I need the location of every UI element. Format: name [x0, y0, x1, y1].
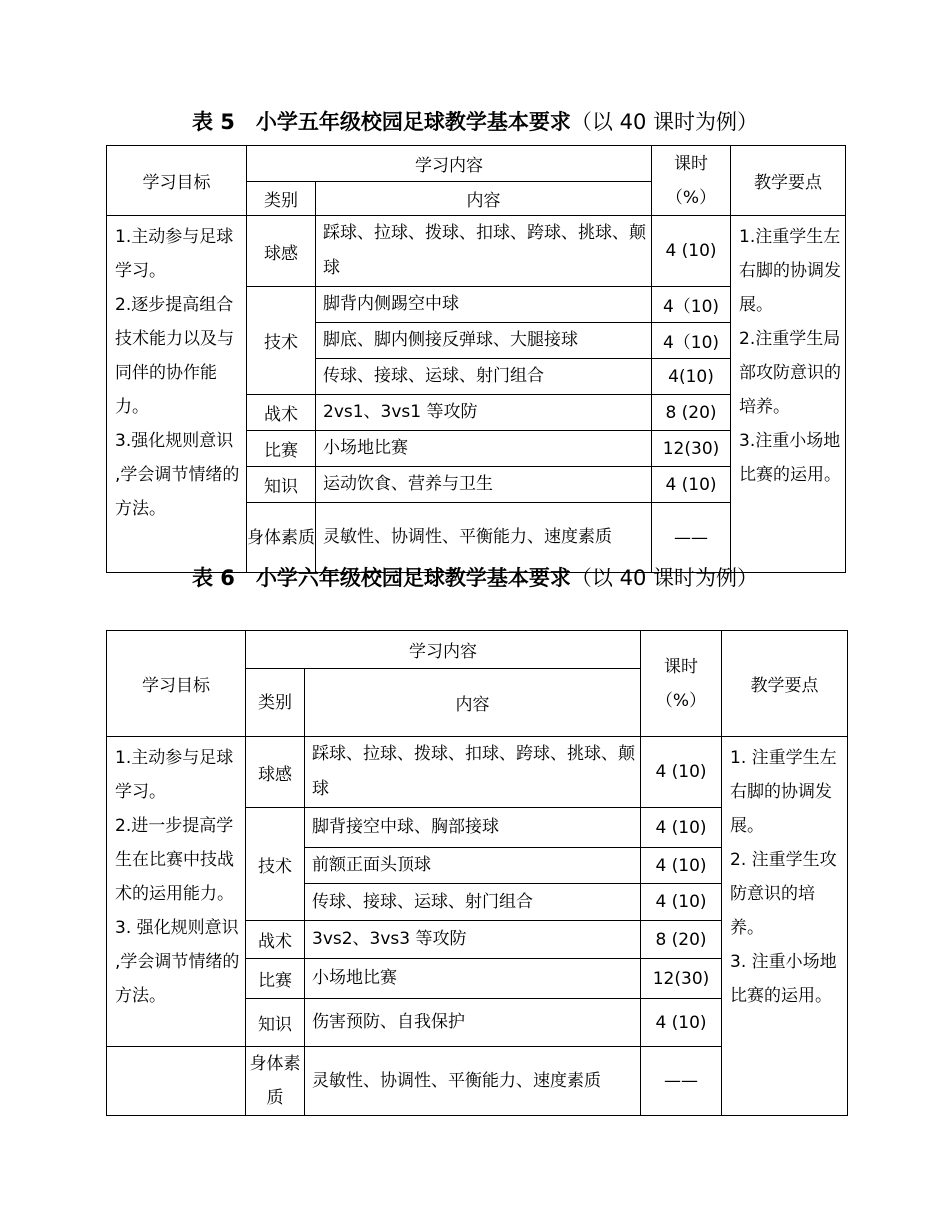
- table5-category: 比赛: [247, 431, 316, 467]
- table5-goal-3: 3.强化规则意识 ,学会调节情绪的方法。: [115, 431, 240, 519]
- table6-content: 灵敏性、协调性、平衡能力、速度素质: [305, 1047, 641, 1116]
- table6-category: 战术: [246, 921, 305, 959]
- table5-header-content: 内容: [316, 182, 652, 216]
- table6-header-hours: [641, 631, 722, 737]
- table6-header-content-group: 学习内容: [246, 631, 641, 669]
- table6-content: 3vs2、3vs3 等攻防: [305, 921, 641, 959]
- table6-content: 小场地比赛: [305, 959, 641, 999]
- table5-points: [731, 216, 846, 573]
- table5-title: [0, 108, 950, 136]
- table6-title-main: 表 6 小学六年级校园足球教学基本要求: [192, 566, 571, 590]
- table6-goal-3: 3. 强化规则意识 ,学会调节情绪的方法。: [115, 918, 240, 1006]
- table6-content: 伤害预防、自我保护: [305, 999, 641, 1047]
- table6-hours: 12(30): [641, 959, 722, 999]
- table5-header-hours: [652, 146, 731, 216]
- table5-content: 2vs1、3vs1 等攻防: [316, 395, 652, 431]
- table5-header-goal: 学习目标: [107, 146, 247, 216]
- table6-content: 踩球、拉球、拨球、扣球、跨球、挑球、颠球: [305, 737, 641, 808]
- table5-category: 球感: [247, 216, 316, 287]
- table5-point-3: 3.注重小场地比赛的运用。: [739, 431, 841, 485]
- table6: [106, 630, 848, 1116]
- table5-category: 知识: [247, 467, 316, 503]
- table5-content: 脚背内侧踢空中球: [316, 287, 652, 323]
- table5-point-2: 2.注重学生局部攻防意识的培养。: [739, 329, 841, 417]
- table6-title: [0, 564, 950, 592]
- table6-hours: 4 (10): [641, 999, 722, 1047]
- table6-hours: 4 (10): [641, 884, 722, 921]
- table6-header-category: 类别: [246, 669, 305, 737]
- table5-hours: 4（10): [652, 287, 731, 323]
- table6-content: 前额正面头顶球: [305, 848, 641, 884]
- table6-header-hours-line1: 课时: [664, 656, 698, 677]
- table5-category: 技术: [247, 287, 316, 395]
- table5-header-category: 类别: [247, 182, 316, 216]
- table5-header-content-group: 学习内容: [247, 146, 652, 182]
- table5-content: 灵敏性、协调性、平衡能力、速度素质: [316, 503, 652, 573]
- table6-header-goal: 学习目标: [107, 631, 246, 737]
- table5-goals: [107, 216, 247, 573]
- table5-category: 战术: [247, 395, 316, 431]
- table5-content: 踩球、拉球、拨球、扣球、跨球、挑球、颠球: [316, 216, 652, 287]
- table6-point-3: 3. 注重小场地比赛的运用。: [730, 952, 837, 1006]
- table6-point-2: 2. 注重学生攻防意识的培养。: [730, 850, 837, 938]
- table6-title-paren: （以 40 课时为例）: [570, 566, 758, 590]
- table6-category: 技术: [246, 808, 305, 921]
- table5-hours: 4 (10): [652, 216, 731, 287]
- table6-hours: 8 (20): [641, 921, 722, 959]
- table6-goals: [107, 737, 246, 1047]
- table6-category: 比赛: [246, 959, 305, 999]
- table6-header-hours-line2: （%）: [655, 690, 707, 711]
- table6-hours: ——: [641, 1047, 722, 1116]
- table5-content: 传球、接球、运球、射门组合: [316, 359, 652, 395]
- table-row: [107, 737, 848, 808]
- table6-category: 身体素质: [246, 1047, 305, 1116]
- table5-content: 脚底、脚内侧接反弹球、大腿接球: [316, 323, 652, 359]
- table5: [106, 145, 846, 573]
- table5-goal-2: 2.逐步提高组合技术能力以及与同伴的协作能力。: [115, 295, 234, 417]
- table6-category: 知识: [246, 999, 305, 1047]
- table5-point-1: 1.注重学生左右脚的协调发展。: [739, 227, 841, 315]
- table6-content: 脚背接空中球、胸部接球: [305, 808, 641, 848]
- table6-hours: 4 (10): [641, 848, 722, 884]
- table5-category: 身体素质: [247, 503, 316, 573]
- table5-header-hours-line2: （%）: [665, 187, 717, 208]
- table5-hours: 4(10): [652, 359, 731, 395]
- table6-point-1: 1. 注重学生左右脚的协调发展。: [730, 748, 837, 836]
- table5-title-main: 表 5 小学五年级校园足球教学基本要求: [192, 110, 571, 134]
- table6-header-content: 内容: [305, 669, 641, 737]
- table6-content: 传球、接球、运球、射门组合: [305, 884, 641, 921]
- table5-header-points: 教学要点: [731, 146, 846, 216]
- table5-hours: 4 (10): [652, 467, 731, 503]
- table5-content: 运动饮食、营养与卫生: [316, 467, 652, 503]
- table5-hours: 4（10): [652, 323, 731, 359]
- table5-goal-1: 1.主动参与足球学习。: [115, 227, 234, 281]
- table6-hours: 4 (10): [641, 808, 722, 848]
- table5-content: 小场地比赛: [316, 431, 652, 467]
- table6-header-points: 教学要点: [722, 631, 848, 737]
- table6-goal-2: 2.进一步提高学生在比赛中技战术的运用能力。: [115, 816, 234, 904]
- table5-hours: 8 (20): [652, 395, 731, 431]
- table-row: [107, 216, 846, 287]
- table5-title-paren: （以 40 课时为例）: [570, 110, 758, 134]
- table5-hours: 12(30): [652, 431, 731, 467]
- table6-points: [722, 737, 848, 1116]
- table6-hours: 4 (10): [641, 737, 722, 808]
- table6-goal-1: 1.主动参与足球学习。: [115, 748, 234, 802]
- table5-hours: ——: [652, 503, 731, 573]
- table6-category: 球感: [246, 737, 305, 808]
- table5-header-hours-line1: 课时: [674, 153, 708, 174]
- table6-goal-empty-cell: [107, 1047, 246, 1116]
